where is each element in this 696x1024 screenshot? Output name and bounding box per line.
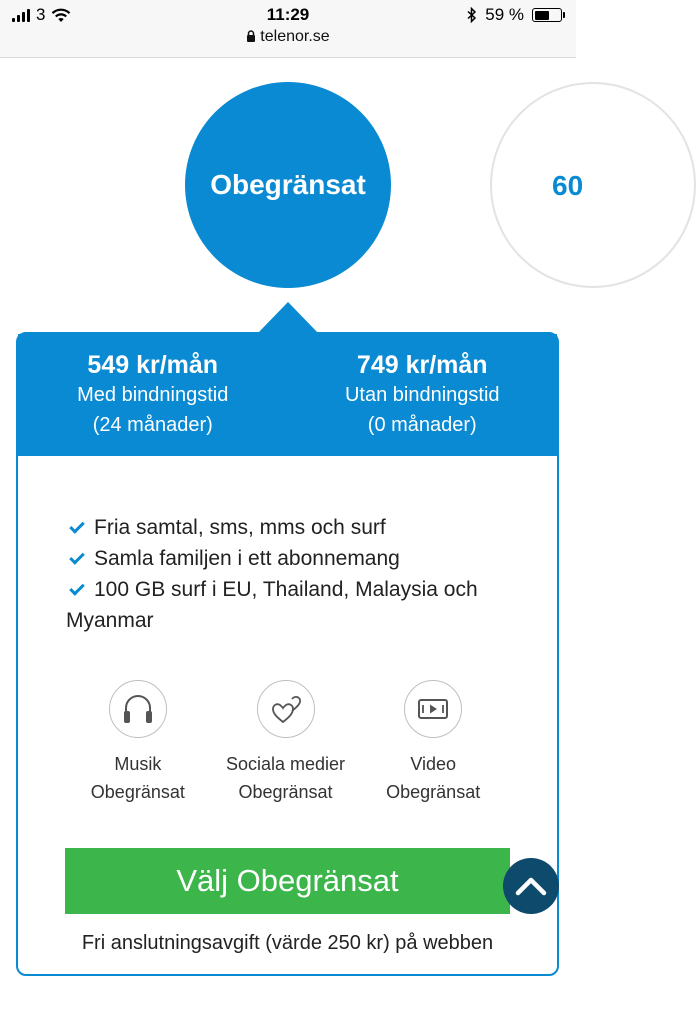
plan-circle-next[interactable] [490, 82, 696, 288]
service-music [64, 680, 212, 806]
price-amount: 749 kr/mån [356, 351, 488, 379]
url-text: telenor.se [260, 28, 330, 45]
service-video [359, 680, 507, 806]
feature-list [18, 456, 557, 636]
included-services [18, 636, 557, 806]
connection-fee-note: Fri anslutningsavgift (värde 250 kr) på webben [81, 932, 494, 954]
feature-item [66, 512, 517, 543]
hearts-icon [257, 680, 315, 738]
scroll-to-top-button[interactable] [503, 858, 559, 914]
carrier-label: 3 [36, 5, 46, 24]
plan-circle-label: Obegränsat [210, 169, 366, 200]
select-plan-button[interactable]: Välj Obegränsat [65, 848, 510, 914]
price-months: (24 månader) [92, 414, 213, 436]
service-social [212, 680, 360, 806]
check-icon [69, 580, 85, 596]
feature-item [66, 543, 517, 574]
plan-pointer [257, 302, 319, 334]
battery-icon [532, 8, 562, 22]
price-months: (0 månader) [367, 414, 477, 436]
price-term: Utan bindningstid [344, 384, 500, 406]
chevron-up-icon [514, 875, 548, 897]
clock: 11:29 [266, 5, 310, 24]
status-right [467, 5, 562, 25]
plan-circle-active[interactable] [185, 82, 391, 288]
feature-item [66, 574, 517, 636]
price-term: Med bindningstid [77, 384, 229, 406]
feature-text: Samla familjen i ett abonnemang [94, 547, 400, 570]
check-icon [69, 549, 85, 565]
check-icon [69, 518, 85, 534]
price-option-unbound [288, 334, 558, 456]
plan-circle-next-label: 60 [552, 170, 584, 201]
plan-card [16, 332, 559, 976]
status-bar [0, 0, 576, 58]
bluetooth-icon [467, 7, 477, 23]
headphones-icon [109, 680, 167, 738]
address-bar[interactable] [0, 28, 576, 46]
pricing-header [18, 334, 557, 456]
price-option-bound [18, 334, 288, 456]
video-icon [404, 680, 462, 738]
service-name: Video [410, 754, 457, 774]
feature-text: 100 GB surf i EU, Thailand, Malaysia och Myanmar [66, 578, 478, 632]
service-value: Obegränsat [238, 782, 333, 802]
feature-text: Fria samtal, sms, mms och surf [94, 516, 386, 539]
battery-fill [535, 11, 550, 20]
service-value: Obegränsat [386, 782, 481, 802]
service-name: Musik [114, 754, 162, 774]
service-value: Obegränsat [90, 782, 185, 802]
service-name: Sociala medier [225, 754, 346, 774]
price-amount: 549 kr/mån [87, 351, 219, 379]
battery-percent: 59 % [485, 5, 524, 24]
lock-icon [246, 30, 256, 42]
